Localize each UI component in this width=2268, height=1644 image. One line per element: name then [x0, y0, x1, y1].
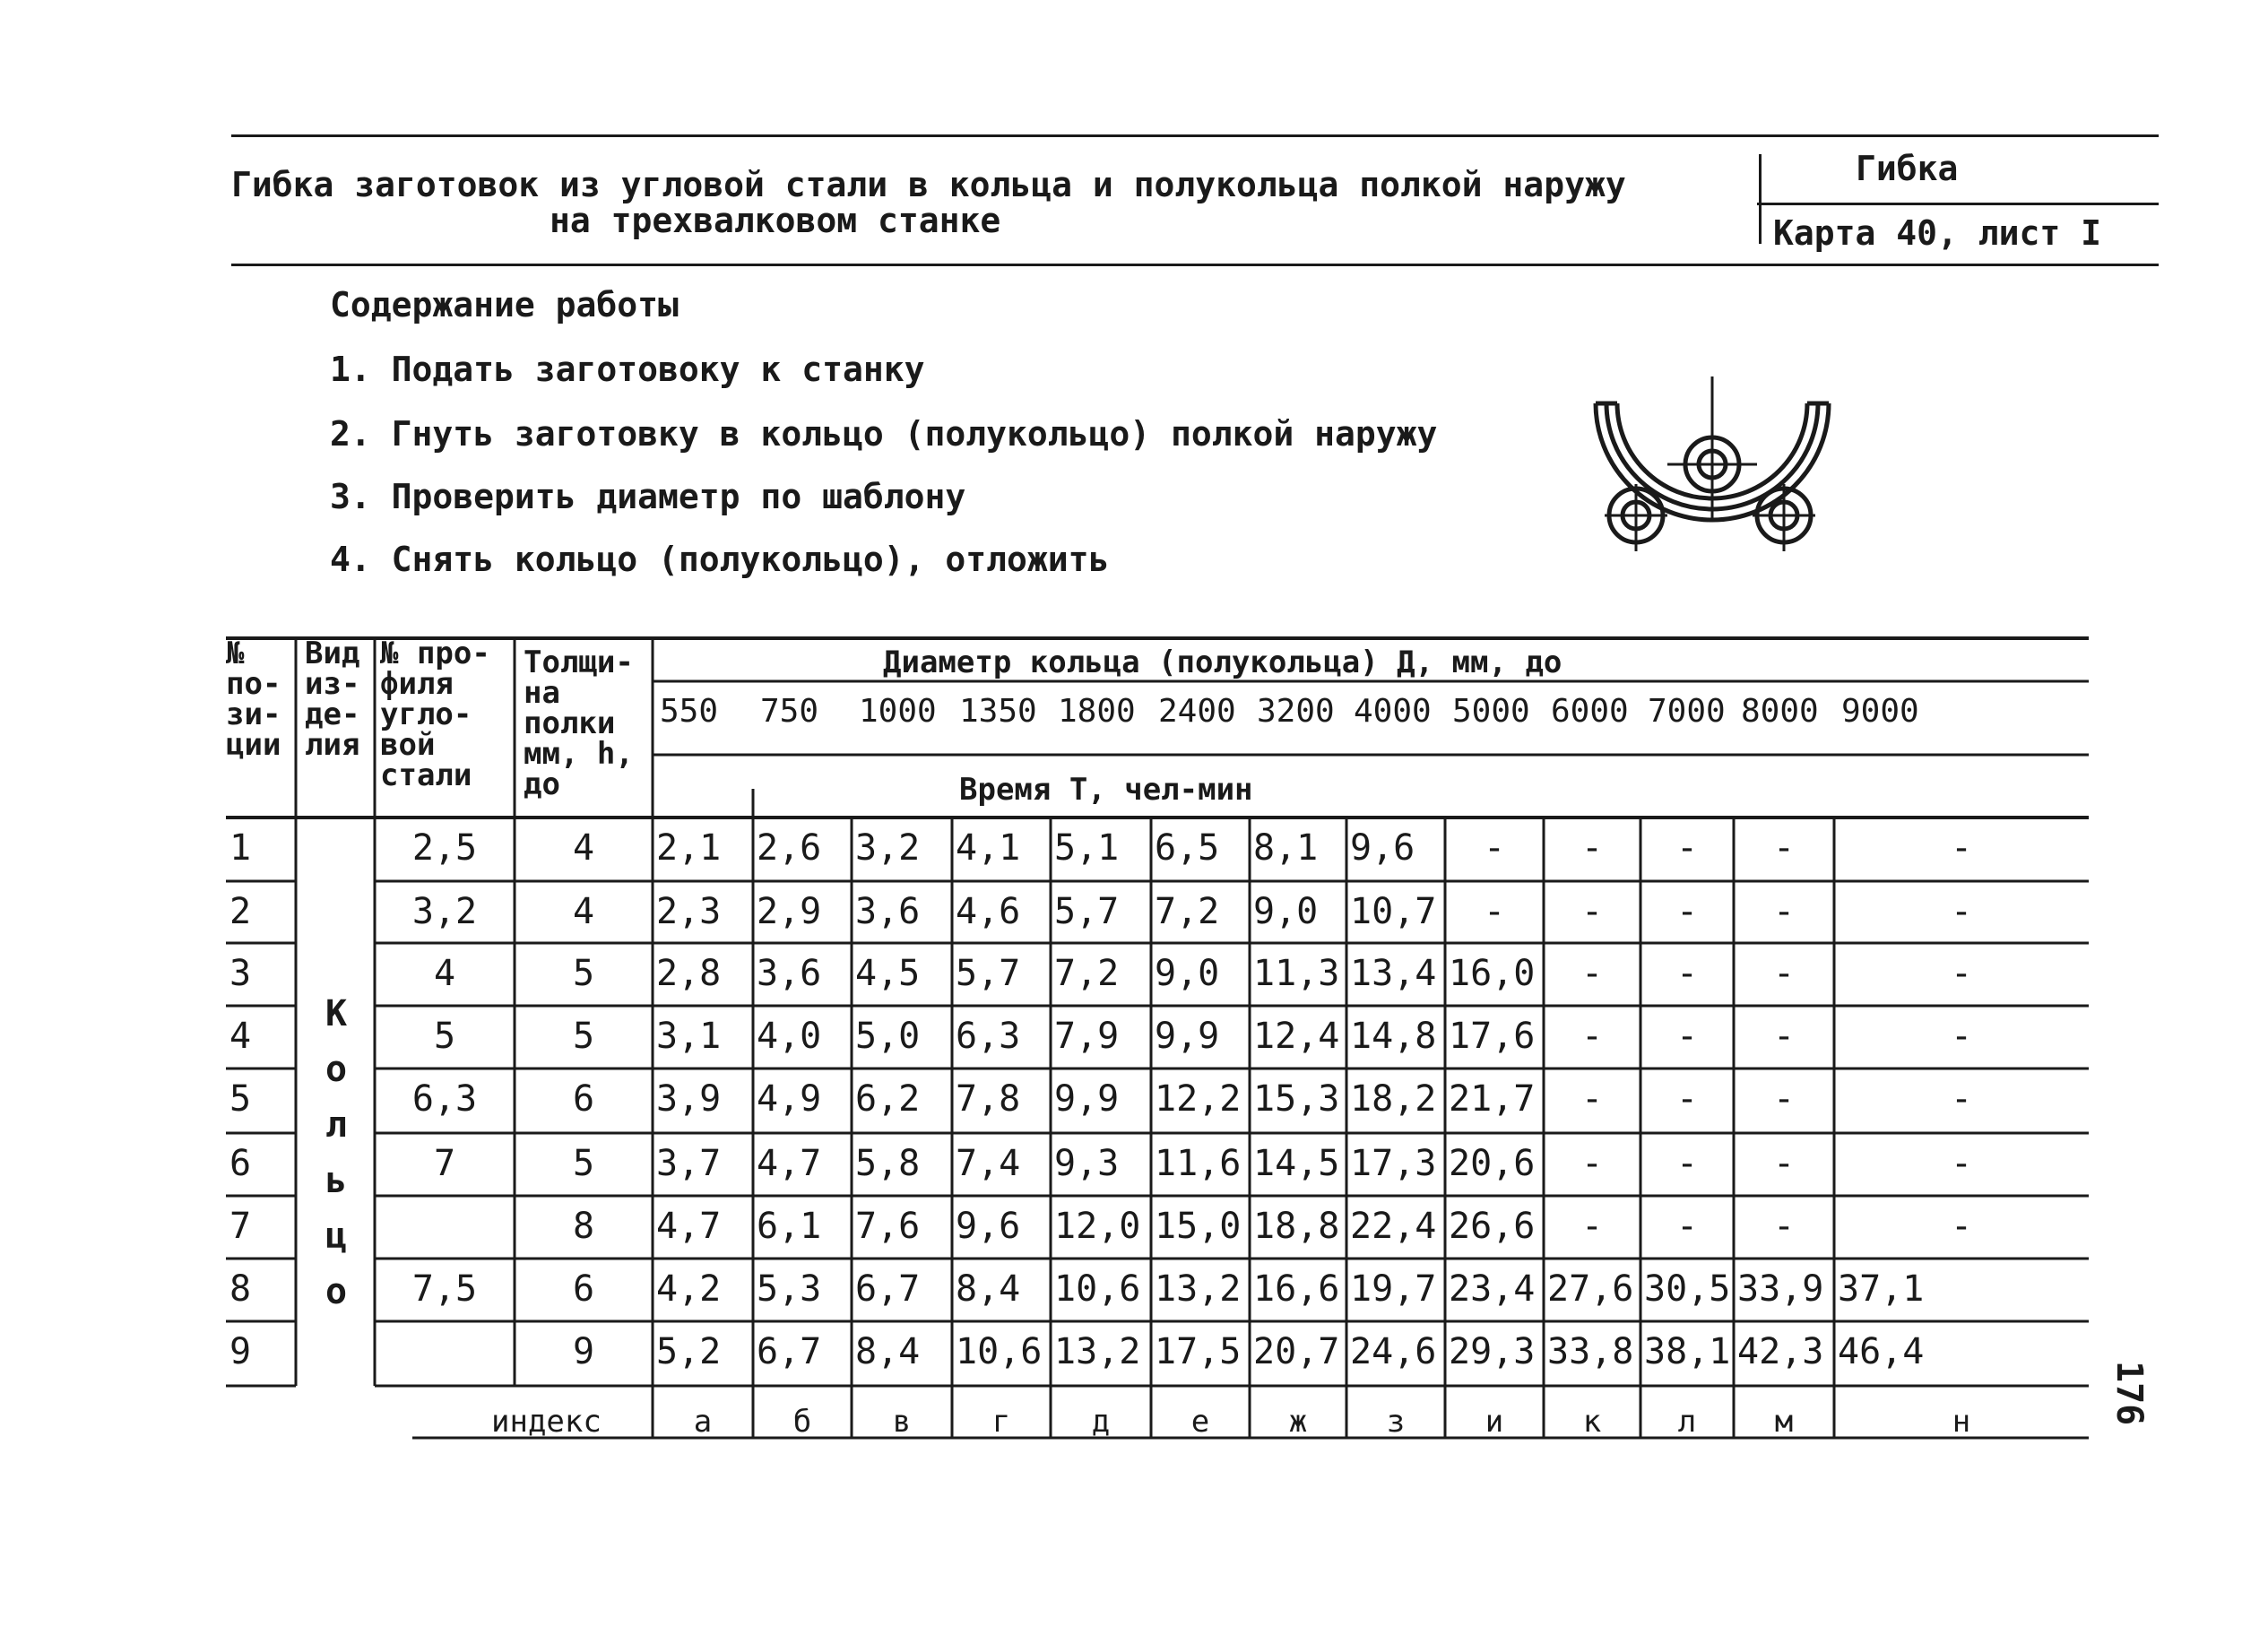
time-value: -	[1772, 1016, 1796, 1057]
time-value: 3,6	[757, 953, 822, 994]
time-value: 6,7	[757, 1331, 822, 1372]
time-value: -	[1772, 827, 1796, 869]
diameter-value: 4000	[1354, 693, 1432, 730]
time-value: 4,7	[656, 1206, 722, 1247]
time-value: -	[1675, 1206, 1699, 1247]
row-position: 3	[229, 953, 252, 994]
time-value: 18,2	[1350, 1078, 1437, 1120]
index-value: б	[792, 1404, 812, 1440]
time-value: 21,7	[1449, 1078, 1536, 1120]
time-value: -	[1675, 953, 1699, 994]
row-profile: 3,2	[411, 891, 478, 932]
time-value: 9,0	[1253, 891, 1319, 932]
work-heading: Содержание работы	[330, 285, 679, 324]
row-profile: 6,3	[411, 1078, 478, 1120]
time-value: 3,7	[656, 1143, 722, 1184]
time-value: 29,3	[1449, 1331, 1536, 1372]
time-value: 2,8	[656, 953, 722, 994]
time-value: 6,7	[855, 1268, 921, 1310]
time-value: 46,4	[1838, 1331, 1925, 1372]
time-value: 5,1	[1054, 827, 1120, 869]
time-value: 9,0	[1155, 953, 1220, 994]
time-value: 8,4	[956, 1268, 1021, 1310]
diameter-value: 1800	[1058, 693, 1136, 730]
time-value: -	[1580, 953, 1604, 994]
time-value: 18,8	[1253, 1206, 1340, 1247]
doc-title-line2: на трехвалковом станке	[550, 201, 1001, 240]
time-value: 17,6	[1449, 1016, 1536, 1057]
time-value: 5,2	[656, 1331, 722, 1372]
index-value: л	[1677, 1404, 1697, 1440]
row-position: 5	[229, 1078, 252, 1120]
time-value: -	[1950, 827, 1973, 869]
time-value: 30,5	[1644, 1268, 1731, 1310]
row-position: 7	[229, 1206, 252, 1247]
time-value: 7,2	[1155, 891, 1220, 932]
time-value: 8,1	[1253, 827, 1319, 869]
diameter-value: 1350	[959, 693, 1037, 730]
index-value: а	[693, 1404, 713, 1440]
time-value: 14,8	[1350, 1016, 1437, 1057]
time-value: -	[1950, 1078, 1973, 1120]
time-value: 11,3	[1253, 953, 1340, 994]
index-value: ж	[1288, 1404, 1308, 1440]
time-value: 16,6	[1253, 1268, 1340, 1310]
time-value: -	[1772, 1078, 1796, 1120]
row-thickness: 5	[572, 1143, 595, 1184]
time-value: 10,6	[956, 1331, 1043, 1372]
time-value: -	[1772, 1143, 1796, 1184]
time-value: 33,8	[1547, 1331, 1634, 1372]
row-position: 4	[229, 1016, 252, 1057]
row-thickness: 6	[572, 1078, 595, 1120]
kind-label: К о л ь ц о	[325, 993, 348, 1312]
time-value: 9,3	[1054, 1143, 1120, 1184]
index-value: н	[1952, 1404, 1971, 1440]
time-value: 4,2	[656, 1268, 722, 1310]
row-thickness: 4	[572, 891, 595, 932]
time-value: 3,9	[656, 1078, 722, 1120]
time-value: -	[1675, 1016, 1699, 1057]
index-value: и	[1485, 1404, 1504, 1440]
work-step-3: 3. Проверить диаметр по шаблону	[330, 477, 966, 516]
time-value: 11,6	[1155, 1143, 1242, 1184]
time-value: -	[1772, 1206, 1796, 1247]
row-position: 8	[229, 1268, 252, 1310]
time-value: 8,4	[855, 1331, 921, 1372]
row-thickness: 8	[572, 1206, 595, 1247]
page-number: 176	[2108, 1361, 2150, 1426]
time-value: 5,8	[855, 1143, 921, 1184]
index-value: к	[1582, 1404, 1602, 1440]
time-value: 4,5	[855, 953, 921, 994]
row-thickness: 9	[572, 1331, 595, 1372]
time-value: -	[1580, 891, 1604, 932]
time-value: 4,7	[757, 1143, 822, 1184]
row-position: 2	[229, 891, 252, 932]
time-header: Время T, чел-мин	[959, 772, 1253, 808]
time-value: -	[1950, 1143, 1973, 1184]
diameter-value: 9000	[1841, 693, 1919, 730]
time-value: -	[1772, 953, 1796, 994]
work-step-1: 1. Подать заготовоку к станку	[330, 350, 925, 389]
time-value: 7,6	[855, 1206, 921, 1247]
row-thickness: 5	[572, 1016, 595, 1057]
col-profile-header: № про- филя угло- вой стали	[380, 636, 490, 793]
index-value: е	[1190, 1404, 1210, 1440]
time-value: 5,0	[855, 1016, 921, 1057]
time-value: 12,0	[1054, 1206, 1141, 1247]
time-value: 13,4	[1350, 953, 1437, 994]
card-label: Карта 40, лист I	[1773, 213, 2102, 253]
time-value: -	[1483, 891, 1506, 932]
time-value: 3,6	[855, 891, 921, 932]
time-value: -	[1675, 891, 1699, 932]
time-value: 6,3	[956, 1016, 1021, 1057]
time-value: 16,0	[1449, 953, 1536, 994]
time-value: 5,7	[1054, 891, 1120, 932]
time-value: 10,6	[1054, 1268, 1141, 1310]
col-thick-header: Толщи- на полки мм, h, до	[524, 645, 634, 802]
diameter-value: 3200	[1257, 693, 1335, 730]
time-value: 4,9	[757, 1078, 822, 1120]
row-profile: 4	[433, 953, 456, 994]
time-value: 26,6	[1449, 1206, 1536, 1247]
time-value: 4,6	[956, 891, 1021, 932]
time-value: 2,1	[656, 827, 722, 869]
time-value: 17,3	[1350, 1143, 1437, 1184]
time-value: 12,2	[1155, 1078, 1242, 1120]
time-value: -	[1580, 1078, 1604, 1120]
time-value: -	[1580, 1206, 1604, 1247]
time-value: 7,8	[956, 1078, 1021, 1120]
time-value: 33,9	[1737, 1268, 1824, 1310]
time-value: -	[1675, 1078, 1699, 1120]
time-value: -	[1950, 953, 1973, 994]
index-value: в	[892, 1404, 912, 1440]
time-value: 2,9	[757, 891, 822, 932]
time-value: 14,5	[1253, 1143, 1340, 1184]
time-value: 15,0	[1155, 1206, 1242, 1247]
time-value: -	[1580, 1143, 1604, 1184]
time-value: 3,2	[855, 827, 921, 869]
row-position: 9	[229, 1331, 252, 1372]
col-pos-header: № по- зи- ции	[226, 636, 281, 763]
time-value: -	[1772, 891, 1796, 932]
time-value: 7,9	[1054, 1016, 1120, 1057]
time-value: 22,4	[1350, 1206, 1437, 1247]
work-step-2: 2. Гнуть заготовку в кольцо (полукольцо) полкой наружу	[330, 414, 1438, 454]
diameter-header: Диаметр кольца (полукольца) Д, мм, до	[883, 645, 1562, 680]
time-value: 6,2	[855, 1078, 921, 1120]
time-value: 17,5	[1155, 1331, 1242, 1372]
time-value: 7,2	[1054, 953, 1120, 994]
diameter-value: 7000	[1648, 693, 1726, 730]
index-value: з	[1386, 1404, 1406, 1440]
index-value: д	[1091, 1404, 1111, 1440]
diameter-value: 2400	[1158, 693, 1236, 730]
time-value: 42,3	[1737, 1331, 1824, 1372]
time-value: 10,7	[1350, 891, 1437, 932]
row-profile: 7	[433, 1143, 456, 1184]
time-value: 9,6	[1350, 827, 1415, 869]
row-profile: 5	[433, 1016, 456, 1057]
time-value: 4,0	[757, 1016, 822, 1057]
time-value: -	[1950, 1206, 1973, 1247]
time-value: 38,1	[1644, 1331, 1731, 1372]
row-thickness: 6	[572, 1268, 595, 1310]
row-profile: 2,5	[411, 827, 478, 869]
time-value: 19,7	[1350, 1268, 1437, 1310]
row-position: 1	[229, 827, 252, 869]
time-value: 9,6	[956, 1206, 1021, 1247]
index-label: индекс	[491, 1404, 602, 1440]
time-value: 9,9	[1155, 1016, 1220, 1057]
time-value: -	[1675, 827, 1699, 869]
diameter-value: 1000	[859, 693, 937, 730]
col-kind-header: Вид из- де- лия	[305, 636, 360, 763]
time-value: 3,1	[656, 1016, 722, 1057]
time-value: -	[1675, 1143, 1699, 1184]
time-value: -	[1580, 1016, 1604, 1057]
time-value: 4,1	[956, 827, 1021, 869]
time-value: 15,3	[1253, 1078, 1340, 1120]
index-value: м	[1774, 1404, 1794, 1440]
diameter-value: 6000	[1551, 693, 1629, 730]
row-profile: 7,5	[411, 1268, 478, 1310]
row-thickness: 4	[572, 827, 595, 869]
time-value: 7,4	[956, 1143, 1021, 1184]
time-value: 37,1	[1838, 1268, 1925, 1310]
time-value: 6,1	[757, 1206, 822, 1247]
diameter-value: 8000	[1741, 693, 1819, 730]
time-value: 27,6	[1547, 1268, 1634, 1310]
time-value: 13,2	[1054, 1331, 1141, 1372]
operation-label: Гибка	[1856, 149, 1959, 188]
time-value: 20,6	[1449, 1143, 1536, 1184]
time-value: 9,9	[1054, 1078, 1120, 1120]
diameter-value: 750	[760, 693, 819, 730]
row-position: 6	[229, 1143, 252, 1184]
time-value: 2,3	[656, 891, 722, 932]
time-value: -	[1950, 891, 1973, 932]
row-thickness: 5	[572, 953, 595, 994]
time-value: 20,7	[1253, 1331, 1340, 1372]
time-value: 12,4	[1253, 1016, 1340, 1057]
time-value: 13,2	[1155, 1268, 1242, 1310]
diameter-value: 550	[660, 693, 719, 730]
time-value: 24,6	[1350, 1331, 1437, 1372]
time-value: -	[1580, 827, 1604, 869]
time-value: 5,7	[956, 953, 1021, 994]
time-value: 5,3	[757, 1268, 822, 1310]
time-value: -	[1950, 1016, 1973, 1057]
diameter-value: 5000	[1452, 693, 1530, 730]
time-value: 6,5	[1155, 827, 1220, 869]
time-value: 2,6	[757, 827, 822, 869]
time-value: 23,4	[1449, 1268, 1536, 1310]
doc-title-line1: Гибка заготовок из угловой стали в кольца и полукольца полкой наружу	[231, 165, 1626, 204]
index-value: г	[991, 1404, 1011, 1440]
time-value: -	[1483, 827, 1506, 869]
work-step-4: 4. Снять кольцо (полукольцо), отложить	[330, 540, 1110, 579]
